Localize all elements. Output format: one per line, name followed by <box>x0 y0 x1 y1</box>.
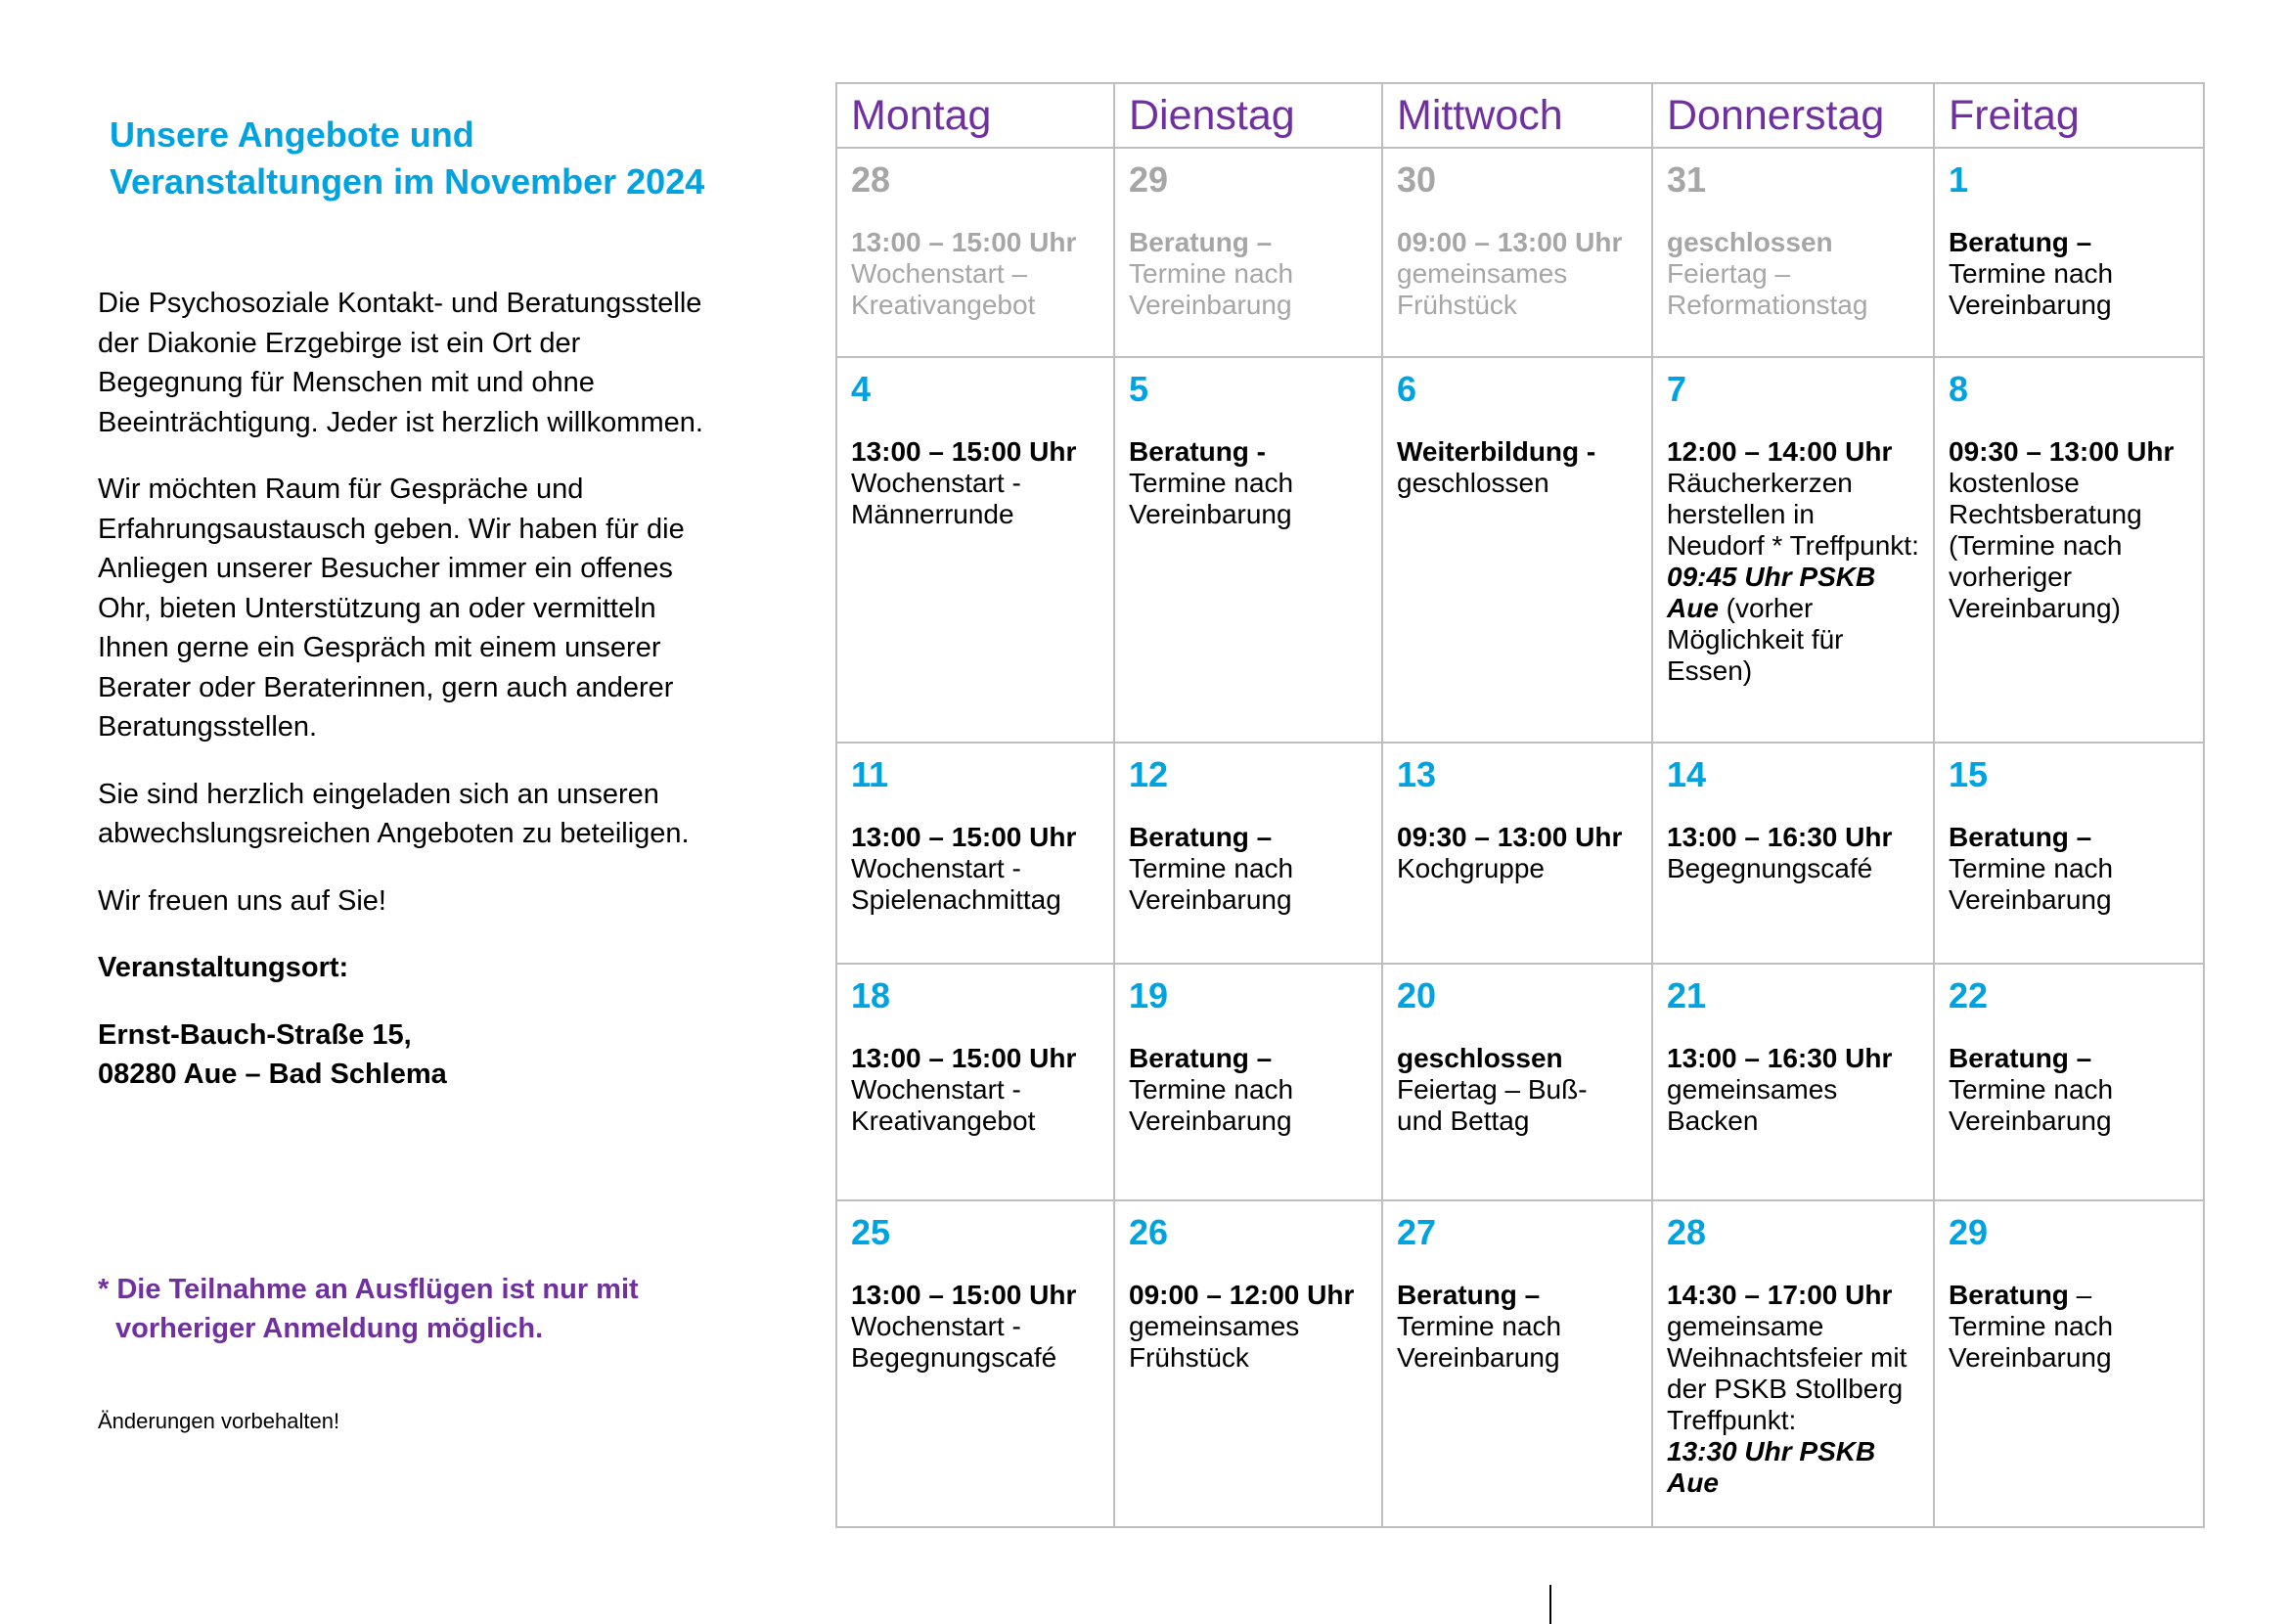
event-text: Begegnungscafé <box>1667 853 1873 883</box>
page-title <box>110 112 775 205</box>
meeting-point: 09:45 Uhr PSKB Aue <box>1667 562 1876 623</box>
day-cell <box>1382 964 1652 1200</box>
event-time: 13:00 – 15:00 Uhr <box>851 227 1077 257</box>
venue-street: Ernst-Bauch-Straße 15, <box>98 1018 412 1051</box>
intro-paragraph-2: Wir möchten Raum für Gespräche und Erfahrungsaustausch geben. Wir haben für die Anliegen unserer Besucher immer ein offenes Ohr, bieten Unterstützung an oder vermitteln Ihnen gerne ein Gespräch mit einem unserer Berater oder Beraterinnen, gern auch anderer Beratungsstellen. <box>98 474 685 743</box>
day-cell <box>1382 357 1652 743</box>
day-number: 31 <box>1667 159 1707 200</box>
event-time: Beratung – <box>1129 227 1273 257</box>
day-number: 8 <box>1949 369 1969 409</box>
day-number: 1 <box>1949 159 1969 200</box>
day-number: 14 <box>1667 754 1707 794</box>
day-cell <box>1652 148 1934 357</box>
event-time: Beratung <box>1949 1280 2069 1310</box>
event <box>1129 436 1368 530</box>
note-line-1: * Die Teilnahme an Ausflügen ist nur mit <box>98 1274 639 1305</box>
day-cell <box>1934 1200 2204 1527</box>
event <box>1397 227 1637 321</box>
weekday-thursday: Donnerstag <box>1652 83 1934 148</box>
event-text: geschlossen <box>1397 468 1549 498</box>
day-number: 20 <box>1397 975 1437 1015</box>
event <box>1397 822 1637 884</box>
day-cell <box>1652 743 1934 964</box>
event-time: 09:00 – 13:00 Uhr <box>1397 227 1623 257</box>
event-time: geschlossen <box>1397 1043 1563 1073</box>
calendar-table <box>835 82 2205 1528</box>
day-number: 25 <box>851 1212 891 1252</box>
event-time: 13:00 – 15:00 Uhr <box>851 822 1077 852</box>
venue-label: Veranstaltungsort: <box>98 952 349 983</box>
day-cell <box>1934 148 2204 357</box>
note-line-2: vorheriger Anmeldung möglich. <box>115 1313 544 1344</box>
day-number: 19 <box>1129 975 1169 1015</box>
day-cell <box>1114 148 1382 357</box>
event-text: Termine nach Vereinbarung <box>1949 853 2114 915</box>
day-number: 7 <box>1667 369 1687 409</box>
intro-paragraph-3: Sie sind herzlich eingeladen sich an unseren abwechslungsreichen Angeboten zu beteiligen. <box>98 778 690 849</box>
event <box>1129 822 1368 916</box>
event-text: gemeinsames Frühstück <box>1397 258 1568 320</box>
event <box>851 227 1099 321</box>
event-text: Termine nach Vereinbarung <box>1949 1074 2114 1136</box>
day-number: 6 <box>1397 369 1417 409</box>
title-line-1: Unsere Angebote und <box>110 114 474 155</box>
day-number: 18 <box>851 975 891 1015</box>
event <box>1949 1043 2189 1137</box>
day-cell <box>1114 743 1382 964</box>
event-time: Beratung – <box>1129 822 1273 852</box>
day-cell <box>1934 964 2204 1200</box>
event-time: Beratung – <box>1949 822 2092 852</box>
day-cell <box>1114 357 1382 743</box>
day-number: 28 <box>1667 1212 1707 1252</box>
day-number: 22 <box>1949 975 1989 1015</box>
event-text: Termine nach Vereinbarung <box>1397 1311 1562 1373</box>
event <box>851 1280 1099 1374</box>
day-number: 28 <box>851 159 891 200</box>
title-line-2: Veranstaltungen im November 2024 <box>110 161 705 202</box>
day-cell <box>836 148 1114 357</box>
registration-note <box>98 1270 724 1348</box>
event-time: 13:00 – 15:00 Uhr <box>851 436 1077 467</box>
event-dash: – <box>2068 1280 2092 1310</box>
event-time: 13:00 – 16:30 Uhr <box>1667 822 1893 852</box>
event-time: Beratung – <box>1397 1280 1541 1310</box>
intro-text <box>98 284 724 1122</box>
event-text: Termine nach Vereinbarung <box>1949 1311 2114 1373</box>
event-text: Feiertag – Reformationstag <box>1667 258 1868 320</box>
event-time: 09:30 – 13:00 Uhr <box>1397 822 1623 852</box>
event-text: Feiertag – Buß- und Bettag <box>1397 1074 1588 1136</box>
disclaimer: Änderungen vorbehalten! <box>98 1409 340 1433</box>
event <box>1949 436 2189 624</box>
event-text: Wochenstart - Spielenachmittag <box>851 853 1061 915</box>
event <box>851 1043 1099 1137</box>
weekday-wednesday: Mittwoch <box>1382 83 1652 148</box>
venue-address <box>98 1015 724 1095</box>
event-text-extra: (vorher Möglichkeit für Essen) <box>1667 593 1844 686</box>
week-row-3 <box>836 743 2204 964</box>
event-text: Termine nach Vereinbarung <box>1129 468 1294 529</box>
event-time: Beratung – <box>1129 1043 1273 1073</box>
intro-paragraph-1: Die Psychosoziale Kontakt- und Beratungsstelle der Diakonie Erzgebirge ist ein Ort der Begegnung für Menschen mit und ohne Beeinträchtigung. Jeder ist herzlich willkommen. <box>98 288 703 438</box>
event-text: gemeinsames Backen <box>1667 1074 1838 1136</box>
event <box>1949 1280 2189 1374</box>
day-number: 4 <box>851 369 872 409</box>
event <box>1129 1280 1368 1374</box>
event <box>1667 1280 1919 1499</box>
day-number: 26 <box>1129 1212 1169 1252</box>
event <box>1397 1043 1637 1137</box>
event <box>1129 1043 1368 1137</box>
weekday-header-row <box>836 83 2204 148</box>
day-cell <box>836 357 1114 743</box>
event-time: 14:30 – 17:00 Uhr <box>1667 1280 1893 1310</box>
week-row-2 <box>836 357 2204 743</box>
day-cell <box>836 964 1114 1200</box>
event-time: Weiterbildung - <box>1397 436 1596 467</box>
day-number: 12 <box>1129 754 1169 794</box>
day-cell <box>1934 743 2204 964</box>
event <box>851 822 1099 916</box>
event <box>1667 436 1919 687</box>
event-time: 13:00 – 16:30 Uhr <box>1667 1043 1893 1073</box>
intro-paragraph-4: Wir freuen uns auf Sie! <box>98 884 386 917</box>
day-cell <box>1382 1200 1652 1527</box>
day-number: 15 <box>1949 754 1989 794</box>
meeting-point: 13:30 Uhr PSKB Aue <box>1667 1436 1876 1498</box>
event <box>851 436 1099 530</box>
event-text: Termine nach Vereinbarung <box>1129 1074 1294 1136</box>
event-text: Termine nach Vereinbarung <box>1949 258 2114 320</box>
event-time: 09:00 – 12:00 Uhr <box>1129 1280 1355 1310</box>
event-text: Wochenstart - Begegnungscafé <box>851 1311 1057 1373</box>
weekday-tuesday: Dienstag <box>1114 83 1382 148</box>
event-text: Wochenstart - Kreativangebot <box>851 1074 1036 1136</box>
text-cursor <box>1549 1585 1551 1624</box>
day-cell <box>1114 1200 1382 1527</box>
event <box>1667 822 1919 884</box>
day-number: 29 <box>1949 1212 1989 1252</box>
event-time: Beratung - <box>1129 436 1266 467</box>
event-text: kostenlose Rechtsberatung (Termine nach vorheriger Vereinbarung) <box>1949 468 2142 623</box>
weekday-friday: Freitag <box>1934 83 2204 148</box>
event-text: Wochenstart - Männerrunde <box>851 468 1021 529</box>
event-time: Beratung – <box>1949 1043 2092 1073</box>
week-row-5 <box>836 1200 2204 1527</box>
event-time: 12:00 – 14:00 Uhr <box>1667 436 1893 467</box>
day-cell <box>1382 743 1652 964</box>
event-text: Kochgruppe <box>1397 853 1546 883</box>
day-cell <box>1652 964 1934 1200</box>
event <box>1949 227 2189 321</box>
weekday-monday: Montag <box>836 83 1114 148</box>
week-row-4 <box>836 964 2204 1200</box>
event <box>1667 227 1919 321</box>
event-time: 13:00 – 15:00 Uhr <box>851 1043 1077 1073</box>
day-cell <box>1382 148 1652 357</box>
event <box>1667 1043 1919 1137</box>
day-number: 29 <box>1129 159 1169 200</box>
event-time: 09:30 – 13:00 Uhr <box>1949 436 2175 467</box>
day-cell <box>1652 357 1934 743</box>
event <box>1397 1280 1637 1374</box>
day-cell <box>1114 964 1382 1200</box>
day-number: 27 <box>1397 1212 1437 1252</box>
day-number: 30 <box>1397 159 1437 200</box>
event-text: gemeinsame Weihnachtsfeier mit der PSKB Stollberg Treffpunkt: <box>1667 1311 1907 1435</box>
day-cell <box>836 1200 1114 1527</box>
day-cell <box>836 743 1114 964</box>
event-time: geschlossen <box>1667 227 1833 257</box>
venue-city: 08280 Aue – Bad Schlema <box>98 1059 447 1090</box>
day-number: 13 <box>1397 754 1437 794</box>
event <box>1129 227 1368 321</box>
event-text: Wochenstart – Kreativangebot <box>851 258 1036 320</box>
event-text: Termine nach Vereinbarung <box>1129 258 1294 320</box>
week-row-1 <box>836 148 2204 357</box>
day-number: 21 <box>1667 975 1707 1015</box>
event-text: Termine nach Vereinbarung <box>1129 853 1294 915</box>
event <box>1949 822 2189 916</box>
event-time: Beratung – <box>1949 227 2092 257</box>
day-cell <box>1934 357 2204 743</box>
day-cell <box>1652 1200 1934 1527</box>
event <box>1397 436 1637 499</box>
event-time: 13:00 – 15:00 Uhr <box>851 1280 1077 1310</box>
event-text: Räucherkerzen herstellen in Neudorf * Treffpunkt: <box>1667 468 1919 561</box>
event-text: gemeinsames Frühstück <box>1129 1311 1300 1373</box>
day-number: 11 <box>851 754 889 794</box>
day-number: 5 <box>1129 369 1149 409</box>
